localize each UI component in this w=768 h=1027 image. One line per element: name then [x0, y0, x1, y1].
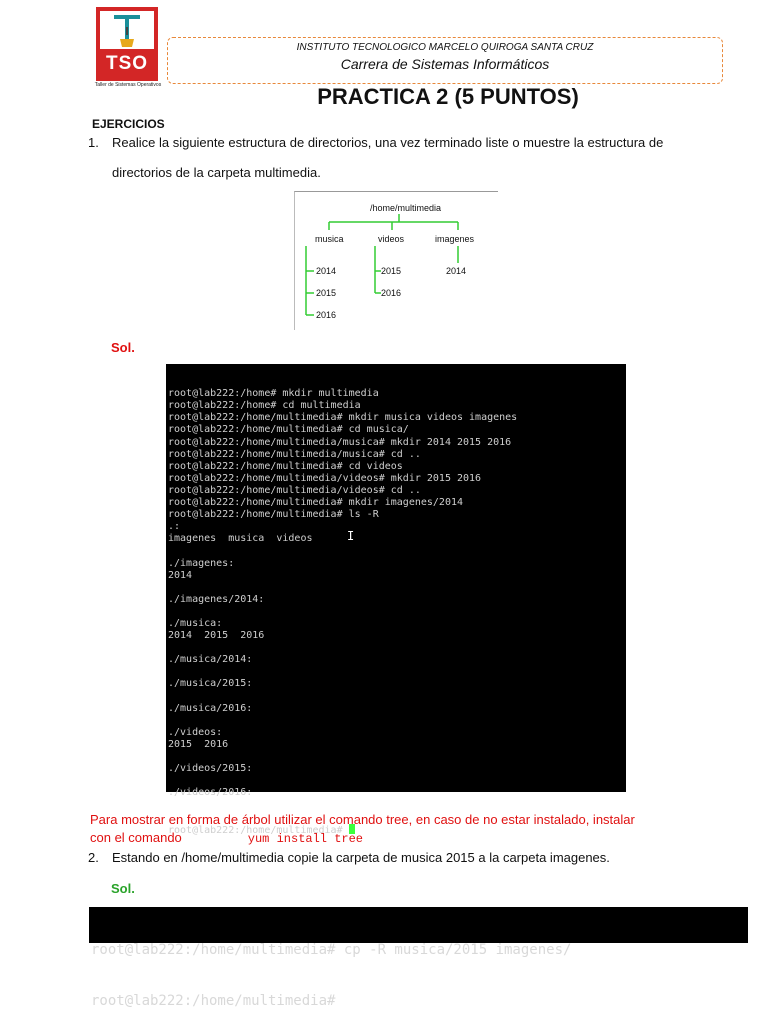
terminal-1-line: root@lab222:/home/multimedia# cd videos — [168, 460, 403, 472]
terminal-1-line — [168, 691, 626, 703]
note-line-2: con el comando yum install tree — [90, 830, 363, 846]
tree-videos-2016: 2016 — [381, 288, 402, 298]
terminal-1-line: root@lab222:/home/multimedia# mkdir imagenes/2014 — [168, 497, 464, 509]
terminal-1-output — [168, 388, 626, 799]
exercise-1-line-1: Realice la siguiente estructura de directorios, una vez terminado liste o muestre la estructura de — [112, 135, 664, 150]
page-title: PRACTICA 2 (5 PUNTOS) — [317, 84, 579, 109]
directory-tree-diagram — [294, 191, 498, 330]
tree-command-note — [90, 811, 635, 848]
exercise-2-text: Estando en /home/multimedia copie la carpeta de musica 2015 a la carpeta imagenes. — [112, 850, 610, 865]
tree-folder-videos: videos — [378, 234, 405, 244]
tree-musica-2016: 2016 — [316, 310, 337, 320]
logo-text: TSO — [105, 53, 149, 74]
solution-2-label: Sol. — [111, 881, 135, 896]
terminal-1-line: imagenes musica videos — [168, 533, 313, 545]
tree-root: /home/multimedia — [370, 203, 442, 213]
tso-logo — [96, 7, 158, 81]
terminal-1-line: 2014 2015 2016 — [168, 630, 265, 642]
career-name: Carrera de Sistemas Informáticos — [340, 56, 550, 72]
terminal-1-line: root@lab222:/home/multimedia# cd musica/ — [168, 424, 409, 436]
terminal-2-line-1: root@lab222:/home/multimedia# cp -R musica/2015 imagenes/ — [91, 942, 572, 958]
terminal-1-line: ./videos/2015: — [168, 763, 253, 775]
terminal-1-line — [168, 545, 626, 557]
tree-musica-2014: 2014 — [316, 266, 337, 276]
terminal-1-line: ./imagenes/2014: — [168, 593, 265, 605]
tree-folder-musica: musica — [315, 234, 344, 244]
solution-1-label: Sol. — [111, 340, 135, 355]
terminal-screenshot-2 — [89, 907, 748, 1009]
terminal-1-line: root@lab222:/home# cd multimedia — [168, 400, 361, 412]
tree-musica-2015: 2015 — [316, 288, 337, 298]
terminal-1-line: root@lab222:/home/multimedia# ls -R — [168, 509, 379, 521]
terminal-1-line: ./videos: — [168, 726, 223, 738]
terminal-1-line: ./musica/2015: — [168, 678, 253, 690]
terminal-1-line — [168, 606, 626, 618]
terminal-1-line: ./musica/2014: — [168, 654, 253, 666]
terminal-1-line: ./musica: — [168, 617, 223, 629]
terminal-1-line — [168, 715, 626, 727]
terminal-1-line — [168, 582, 626, 594]
exercise-1-line-2: directorios de la carpeta multimedia. — [112, 165, 321, 180]
tree-imagenes-2014: 2014 — [446, 266, 467, 276]
install-command: yum install tree — [247, 832, 363, 846]
terminal-1-line — [168, 751, 626, 763]
terminal-1-line: ./imagenes: — [168, 557, 235, 569]
terminal-1-line: .: — [168, 521, 181, 533]
terminal-1-final-prompt: root@lab222:/home/multimedia# — [168, 824, 349, 836]
terminal-1-line: root@lab222:/home/multimedia# mkdir musica videos imagenes — [168, 412, 518, 424]
tree-folder-imagenes: imagenes — [435, 234, 475, 244]
logo-caption: Taller de Sistemas Operativos — [94, 82, 162, 88]
terminal-1-line: 2015 2016 — [168, 738, 229, 750]
terminal-1-line: 2014 — [168, 569, 193, 581]
terminal-1-line — [168, 666, 626, 678]
terminal-1-line: ./musica/2016: — [168, 702, 253, 714]
tree-videos-2015: 2015 — [381, 266, 402, 276]
terminal-1-line: root@lab222:/home/multimedia/videos# mkdir 2015 2016 — [168, 472, 482, 484]
exercise-2-number: 2. — [88, 850, 99, 865]
note-line-1: Para mostrar en forma de árbol utilizar el comando tree, en caso de no estar instalado, instalar — [90, 812, 635, 827]
terminal-1-line: ./videos/2016: — [168, 787, 253, 799]
terminal-2-line-2: root@lab222:/home/multimedia# — [91, 993, 336, 1009]
exercise-1-number: 1. — [88, 135, 99, 150]
terminal-1-line: root@lab222:/home# mkdir multimedia — [168, 388, 379, 400]
section-heading: EJERCICIOS — [92, 117, 165, 131]
terminal-1-line — [168, 642, 626, 654]
terminal-1-line: root@lab222:/home/multimedia/videos# cd .. — [168, 484, 421, 496]
terminal-1-line: root@lab222:/home/multimedia/musica# mkdir 2014 2015 2016 — [168, 436, 512, 448]
institute-name: INSTITUTO TECNOLOGICO MARCELO QUIROGA SANTA CRUZ — [296, 42, 594, 53]
terminal-1-line — [168, 775, 626, 787]
header-box — [167, 37, 723, 84]
text-cursor-icon: I — [347, 529, 355, 543]
terminal-1-line: root@lab222:/home/multimedia/musica# cd .. — [168, 448, 421, 460]
